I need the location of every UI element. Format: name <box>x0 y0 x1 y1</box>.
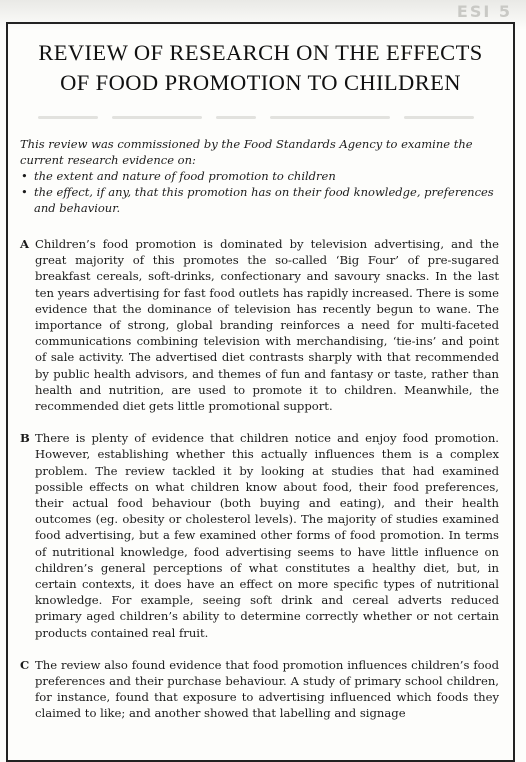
section-b <box>20 430 499 641</box>
document-body <box>6 22 515 722</box>
scan-stamp: ESI 5 <box>456 2 512 21</box>
intro-lead: This review was commissioned by the Food Standards Agency to examine the current research evidence on: <box>20 137 473 167</box>
intro-block <box>20 136 499 216</box>
section-a <box>20 236 499 414</box>
section-letter: B <box>20 431 30 446</box>
intro-bullet-item <box>20 168 499 184</box>
intro-bullet-list <box>20 168 499 216</box>
bullet-icon: • <box>21 185 28 199</box>
bleed-through-line <box>34 112 487 126</box>
section-c <box>20 657 499 722</box>
section-letter: A <box>20 237 29 251</box>
title-line-2: OF FOOD PROMOTION TO CHILDREN <box>60 70 461 95</box>
section-text: There is plenty of evidence that children notice and enjoy food promotion. However, establishing whether this actually influences them is a complex problem. The review tackled it by looking at studies that had examined possible effects on what children know about food, their food preferences, their actual food behaviour (both buying and eating), and their health outcomes (eg. obesity or cholesterol levels). The majority of studies examined food advertising, but a few examined other forms of food promotion. In terms of nutritional knowledge, food advertising seems to have little influence on children’s general perceptions of what constitutes a healthy diet, but, in certain contexts, it does have an effect on more specific types of nutritional knowledge. For example, seeing soft drink and cereal adverts reduced primary aged children’s ability to determine correctly whether or not certain products contained real fruit. <box>35 431 499 640</box>
intro-bullet-item <box>20 184 499 216</box>
section-letter: C <box>20 657 30 672</box>
document-title <box>6 38 515 98</box>
section-text: The review also found evidence that food promotion influences children’s food preferences and their purchase behaviour. A study of primary school children, for instance, found that exposure to advertising influenced which foods they claimed to like; and another showed that labelling and signage <box>35 657 499 721</box>
bullet-icon: • <box>21 169 28 183</box>
title-line-1: REVIEW OF RESEARCH ON THE EFFECTS <box>38 40 483 65</box>
intro-bullet-text: the effect, if any, that this promotion has on their food knowledge, preferences and behaviour. <box>34 185 494 215</box>
intro-bullet-text: the extent and nature of food promotion to children <box>34 169 336 183</box>
section-text: Children’s food promotion is dominated by television advertising, and the great majority of this promotes the so-called ‘Big Four’ of pre-sugared breakfast cereals, soft-drinks, confectionary and savoury snacks. In the last ten years advertising for fast food outlets has rapidly increased. There is some evidence that the dominance of television has recently begun to wane. The importance of strong, global branding reinforces a need for multi-faceted communications combining television with merchandising, ‘tie-ins’ and point of sale activity. The advertised diet contrasts sharply with that recommended by public health advisors, and themes of fun and fantasy or taste, rather than health and nutrition, are used to promote it to children. Meanwhile, the recommended diet gets little promotional support. <box>35 237 499 414</box>
